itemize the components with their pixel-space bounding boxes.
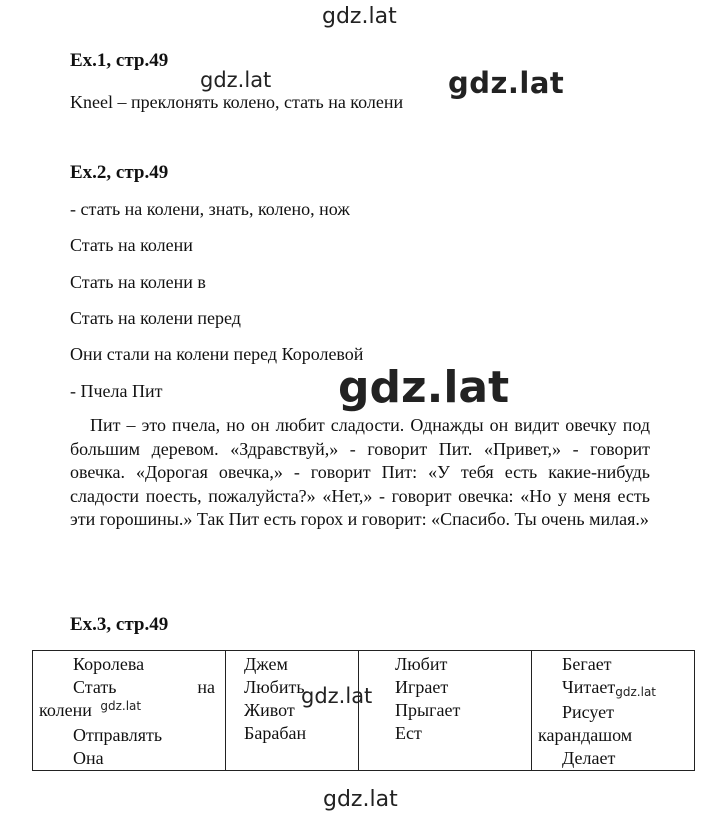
watermark-ex1-small: gdz.lat bbox=[200, 68, 272, 92]
table-cell-text: Рисует bbox=[562, 702, 615, 722]
ex2-line: - Пчела Пит bbox=[70, 381, 163, 401]
table-cell-text: карандашом bbox=[538, 725, 633, 745]
table-cell-text: Королева bbox=[73, 654, 145, 674]
watermark-table-mid: gdz.lat bbox=[301, 684, 373, 708]
watermark-top: gdz.lat bbox=[322, 4, 397, 29]
table-cell-text: Бегает bbox=[562, 654, 612, 674]
table-cell-text: Джем bbox=[244, 654, 288, 674]
watermark-table-col1: gdz.lat bbox=[100, 699, 142, 713]
table-cell-text bbox=[39, 676, 219, 699]
table-cell-text: Она bbox=[73, 748, 104, 768]
watermark-table-col4: gdz.lat bbox=[615, 685, 657, 699]
ex3-heading: Ex.3, стр.49 bbox=[70, 614, 169, 635]
table-cell-text: Делает bbox=[562, 748, 616, 768]
ex3-table bbox=[32, 650, 695, 771]
table-cell-text: Любить bbox=[244, 677, 305, 697]
ex2-paragraph: Пит – это пчела, но он любит сладости. Однажды он видит овечку под большим деревом. «Здравствуй,» - говорит Пит. «Привет,» - говорит овечка. «Дорогая овечка,» - говорит Пит: «У тебя есть какие-нибудь сладости поесть, пожалуйста?» «Нет,» - говорит овечка: «Но у меня есть эти горошины.» Так Пит есть горох и говорит: «Спасибо. Ты очень милая.» bbox=[70, 415, 650, 529]
watermark-middle-big: gdz.lat bbox=[338, 362, 510, 413]
table-column-4 bbox=[532, 651, 695, 771]
ex2-line: Они стали на колени перед Королевой bbox=[70, 344, 364, 364]
table-cell-text: Играет bbox=[395, 677, 449, 697]
watermark-bottom: gdz.lat bbox=[323, 787, 398, 812]
ex2-line: - стать на колени, знать, колено, нож bbox=[70, 199, 350, 219]
ex1-heading: Ex.1, стр.49 bbox=[70, 50, 169, 71]
ex2-line: Стать на колени перед bbox=[70, 308, 241, 328]
table-cell-text bbox=[39, 699, 219, 724]
table-cell-text: Живот bbox=[244, 700, 295, 720]
table-cell-text: Барабан bbox=[244, 723, 307, 743]
ex2-line: Стать на колени bbox=[70, 235, 193, 255]
ex2-heading: Ex.2, стр.49 bbox=[70, 162, 169, 183]
table-cell-text: Любит bbox=[395, 654, 448, 674]
table-cell-word: колени bbox=[39, 700, 92, 720]
table-cell-text: Прыгает bbox=[395, 700, 461, 720]
table-cell-text bbox=[538, 676, 688, 701]
table-column-2 bbox=[226, 651, 359, 771]
table-column-1 bbox=[33, 651, 226, 771]
ex2-line: Стать на колени в bbox=[70, 272, 206, 292]
table-cell-text: Ест bbox=[395, 723, 422, 743]
table-cell-text: Отправлять bbox=[73, 725, 163, 745]
ex1-text: Kneel – преклонять колено, стать на колени bbox=[70, 92, 404, 112]
table-cell-word: Читает bbox=[562, 677, 616, 697]
watermark-ex1-bold: gdz.lat bbox=[448, 66, 565, 100]
table-column-3 bbox=[359, 651, 532, 771]
table-cell-word: на bbox=[197, 677, 215, 697]
table-cell-word: Стать bbox=[73, 677, 117, 697]
